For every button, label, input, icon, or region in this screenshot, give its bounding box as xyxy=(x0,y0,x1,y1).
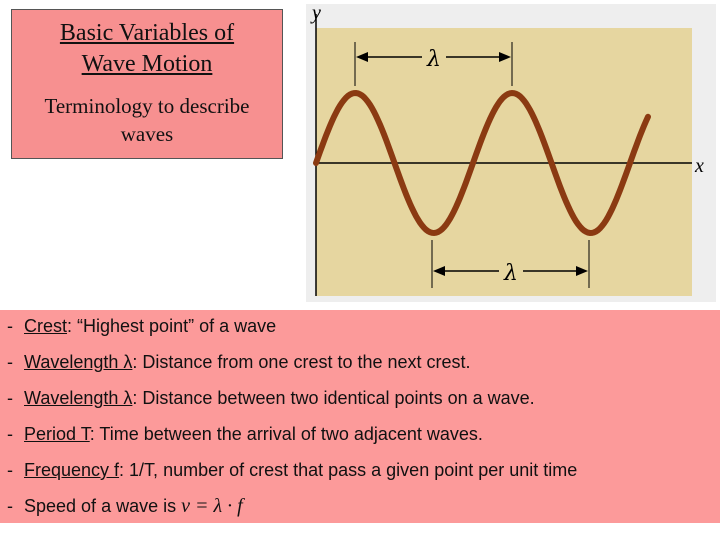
y-axis-label: y xyxy=(312,2,321,24)
definition-text: Speed of a wave is xyxy=(24,496,182,516)
list-item xyxy=(7,383,535,413)
bullet-dash: - xyxy=(7,316,13,336)
bullet-dash: - xyxy=(7,388,13,408)
bullet-dash: - xyxy=(7,424,13,444)
definition-list xyxy=(0,310,720,523)
definition-text: : Distance between two identical points on a wave. xyxy=(132,388,535,408)
bullet-dash: - xyxy=(7,496,13,516)
bullet-dash: - xyxy=(7,352,13,372)
slide-subtitle-line-2: waves xyxy=(120,122,174,146)
top-wavelength-label: λ xyxy=(427,47,441,72)
slide-title-line-2: Wave Motion xyxy=(81,51,213,77)
bottom-wavelength-label: λ xyxy=(504,261,518,286)
diagram-panel xyxy=(316,28,692,296)
list-item xyxy=(7,455,577,485)
term-wavelength-alt: Wavelength λ xyxy=(24,388,133,408)
list-item xyxy=(7,491,243,521)
definition-text: : 1/T, number of crest that pass a given point per unit time xyxy=(119,460,578,480)
term-period: Period T xyxy=(24,424,90,444)
title-box xyxy=(11,9,283,159)
definition-text: : Distance from one crest to the next crest. xyxy=(132,352,471,372)
wave-diagram xyxy=(300,0,720,305)
x-axis-label: x xyxy=(695,155,704,177)
list-item xyxy=(7,347,471,377)
term-wavelength: Wavelength λ xyxy=(24,352,133,372)
list-item xyxy=(7,311,276,341)
slide-title-line-1: Basic Variables of xyxy=(59,20,235,46)
term-frequency: Frequency f xyxy=(24,460,120,480)
definition-text: : “Highest point” of a wave xyxy=(67,316,277,336)
term-crest: Crest xyxy=(24,316,68,336)
bullet-dash: - xyxy=(7,460,13,480)
list-item xyxy=(7,419,483,449)
slide-subtitle-line-1: Terminology to describe xyxy=(44,94,250,118)
wave-speed-formula: v = λ · f xyxy=(181,495,243,517)
definition-text: : Time between the arrival of two adjacent waves. xyxy=(89,424,483,444)
